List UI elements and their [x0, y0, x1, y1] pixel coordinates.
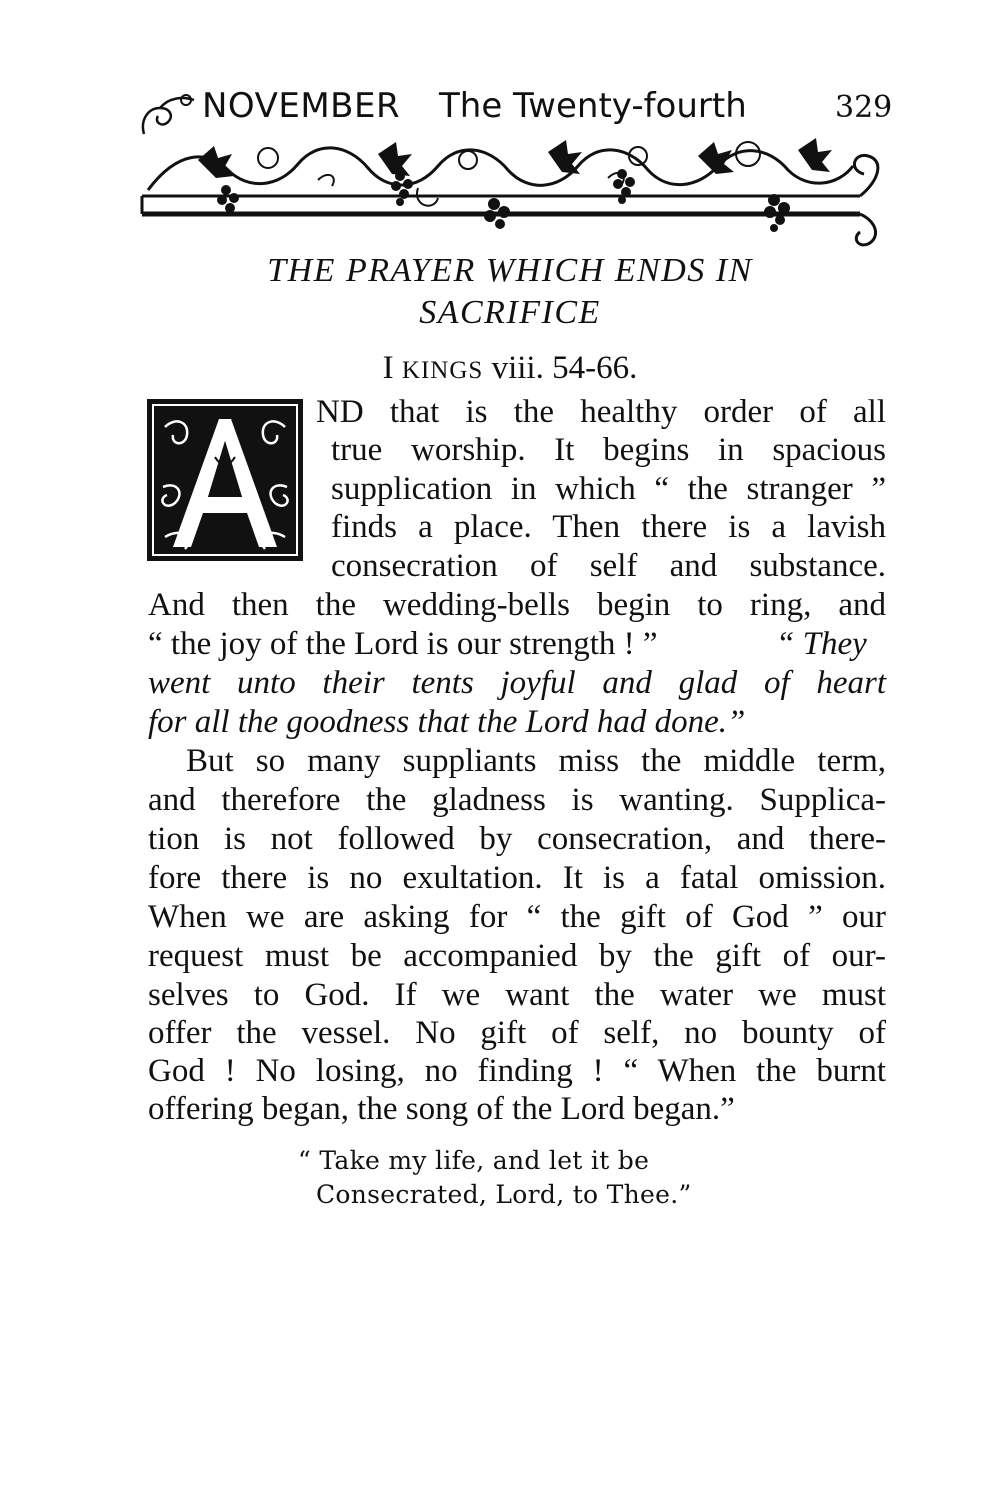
chapter-title-line-2: SACRIFICE: [419, 294, 601, 331]
reference-number: I: [382, 350, 394, 386]
text-line: offer the vessel. No gift of self, no bounty of: [148, 1015, 886, 1051]
italic-text: “ They: [776, 626, 867, 662]
italic-text-line: went unto their tents joyful and glad of heart: [148, 665, 886, 701]
text-line: But so many suppliants miss the middle term,: [186, 743, 886, 779]
text-line: selves to God. If we want the water we must: [148, 977, 886, 1013]
reference-verses: viii. 54-66.: [483, 350, 638, 386]
scripture-reference: [140, 350, 880, 387]
page-number: 329: [835, 90, 893, 125]
verse-line-2: Consecrated, Lord, to Thee.”: [316, 1180, 692, 1209]
text-line: “ the joy of the Lord is our strength ! ”: [148, 626, 658, 662]
text-line: And then the wedding-bells begin to ring, and: [148, 587, 886, 623]
text-line: God ! No losing, no finding ! “ When the burnt: [148, 1053, 886, 1089]
text-line: finds a place. Then there is a lavish: [331, 509, 886, 545]
text-line: When we are asking for “ the gift of God ” our: [148, 899, 886, 935]
text-line: true worship. It begins in spacious: [331, 432, 886, 468]
text-line: tion is not followed by consecration, and there-: [148, 821, 886, 857]
header-month: NOVEMBER: [202, 86, 401, 126]
drop-cap-letter: A: [224, 547, 226, 548]
italic-text-line: for all the goodness that the Lord had done.”: [148, 704, 746, 740]
text-line: request must be accompanied by the gift of our-: [148, 938, 886, 974]
chapter-title-line-1: THE PRAYER WHICH ENDS IN: [267, 252, 753, 289]
text-line: consecration of self and substance.: [331, 548, 886, 584]
header-day: The Twenty-fourth: [439, 86, 747, 126]
text-line: ND that is the healthy order of all: [316, 394, 886, 430]
reference-book: KINGS: [401, 357, 484, 384]
text-line: and therefore the gladness is wanting. Supplica-: [148, 782, 886, 818]
drop-cap-ornament: [145, 397, 305, 563]
text-line: fore there is no exultation. It is a fatal omission.: [148, 860, 886, 896]
grapevine-border-icon: [138, 130, 890, 248]
text-line: supplication in which “ the stranger ”: [331, 471, 886, 507]
verse-line-1: “ Take my life, and let it be: [298, 1146, 650, 1175]
text-line: offering began, the song of the Lord began.”: [148, 1091, 735, 1127]
